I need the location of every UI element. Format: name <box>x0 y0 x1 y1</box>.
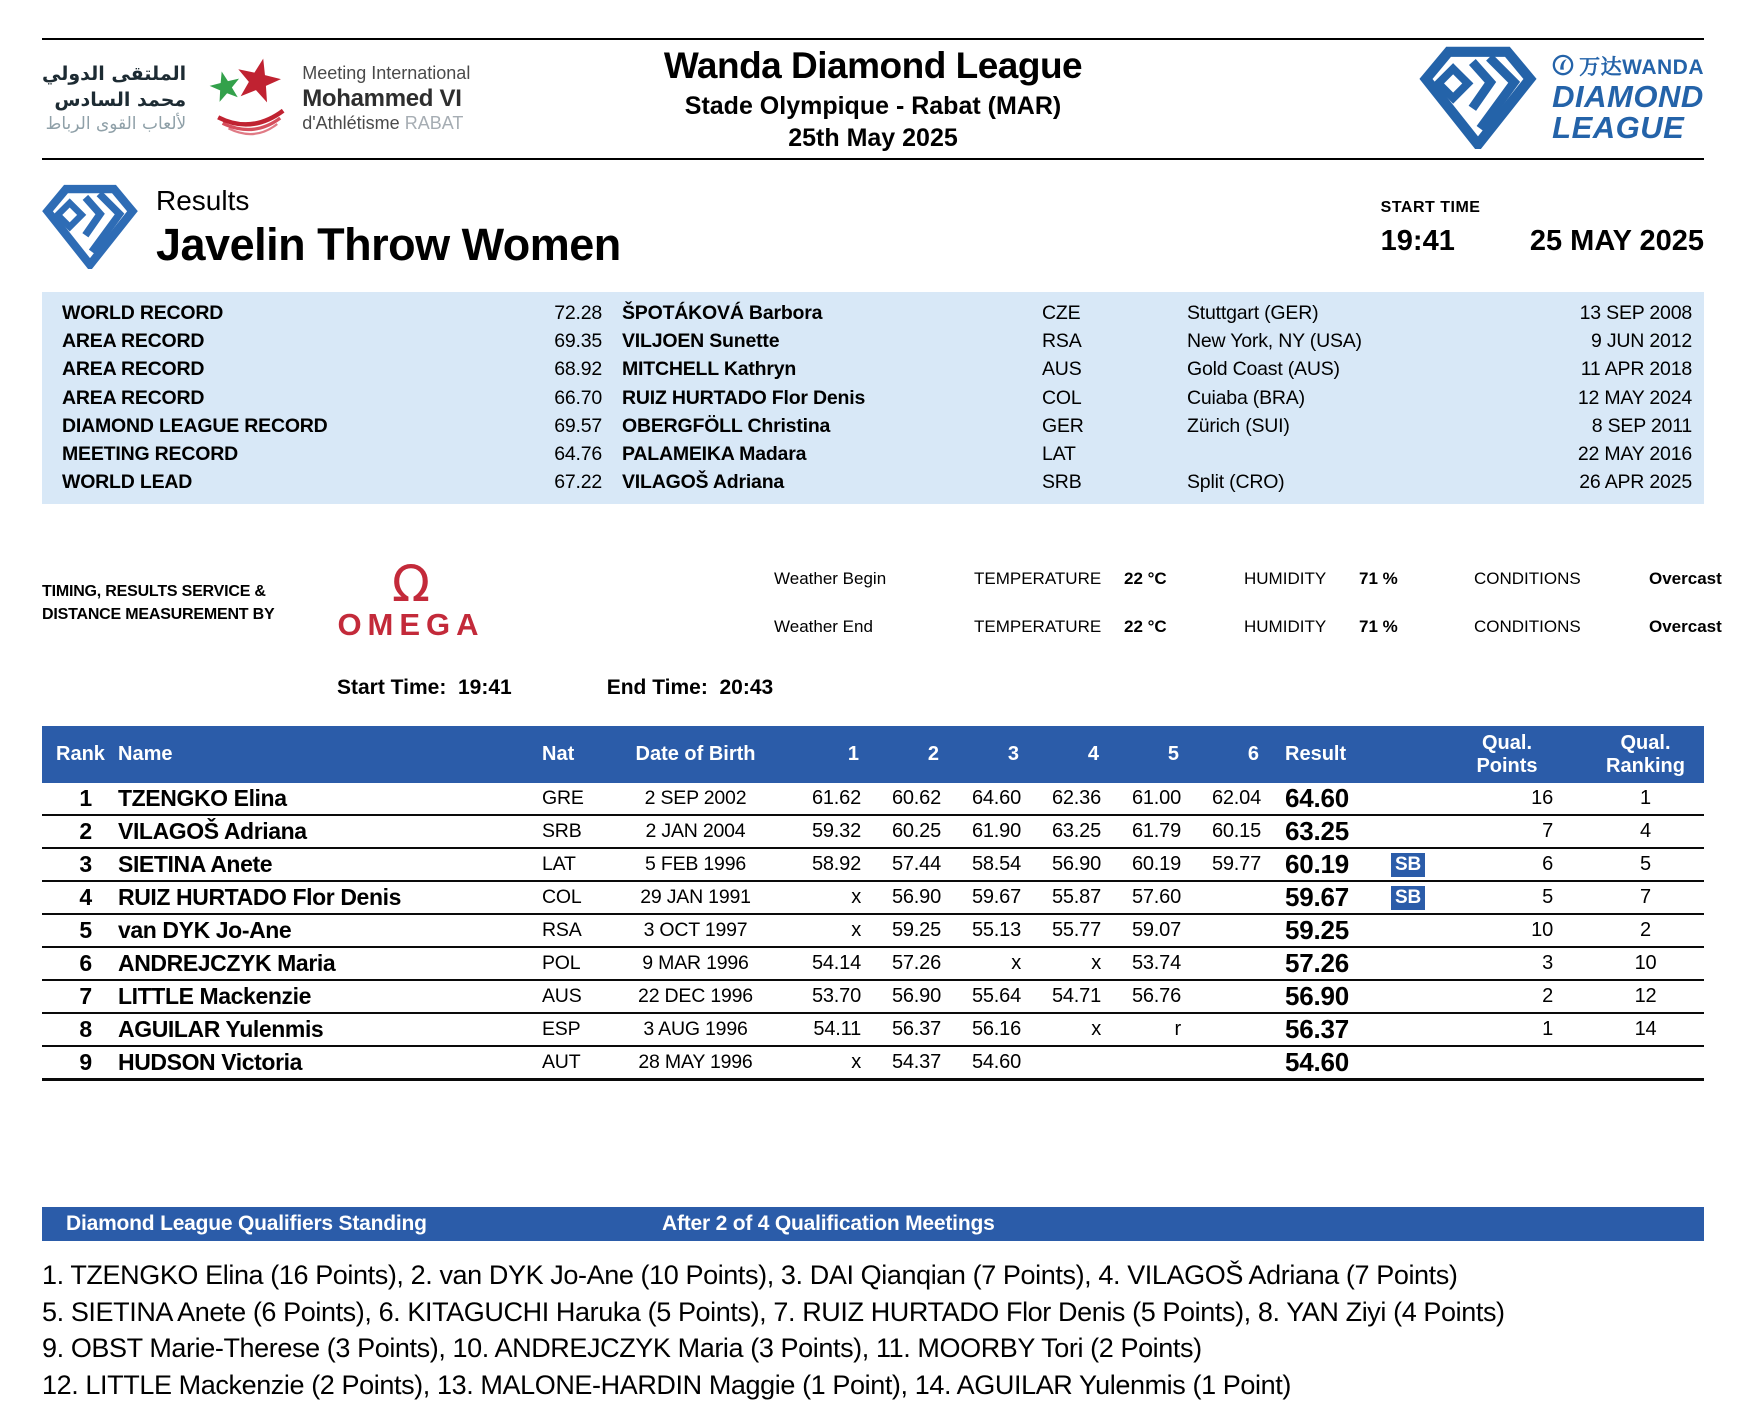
dob-cell: 3 AUG 1996 <box>643 1018 748 1041</box>
attempt-cell: 55.13 <box>971 919 1021 942</box>
rank-cell: 4 <box>79 884 92 911</box>
meeting-logo <box>42 51 512 148</box>
result-row <box>42 816 1704 849</box>
header-nat: Nat <box>542 743 575 766</box>
athlete-name: TZENGKO Elina <box>118 785 287 812</box>
attempt-cell: 59.25 <box>891 919 941 942</box>
temperature-value: 22 °C <box>1124 569 1167 589</box>
result-row <box>42 948 1704 981</box>
omega-wordmark: OMEGA <box>337 607 485 643</box>
record-nation: LAT <box>1042 443 1076 466</box>
record-date: 9 JUN 2012 <box>1591 329 1692 352</box>
record-label: DIAMOND LEAGUE RECORD <box>62 414 328 437</box>
qual-ranking-cell: 12 <box>1634 985 1657 1008</box>
nation-cell: POL <box>542 952 581 975</box>
qual-points-cell: 10 <box>1531 919 1553 942</box>
attempt-cell: 56.76 <box>1131 985 1181 1008</box>
athlete-name: SIETINA Anete <box>118 851 273 878</box>
record-venue: Split (CRO) <box>1187 471 1285 494</box>
attempt-cell: 56.90 <box>891 886 941 909</box>
temperature-label: TEMPERATURE <box>974 569 1102 589</box>
athlete-name: VILAGOŠ Adriana <box>118 818 307 845</box>
conditions-label: CONDITIONS <box>1474 569 1581 589</box>
qual-ranking-cell: 4 <box>1640 820 1651 843</box>
attempt-cell: 58.54 <box>971 853 1021 876</box>
record-athlete: PALAMEIKA Madara <box>622 443 807 466</box>
record-venue: Gold Coast (AUS) <box>1187 358 1340 381</box>
record-mark: 68.92 <box>554 358 602 381</box>
header-name: Name <box>118 743 173 766</box>
record-date: 22 MAY 2016 <box>1577 443 1692 466</box>
header-attempt-5: 5 <box>1167 743 1179 766</box>
rank-cell: 2 <box>79 818 92 845</box>
attempt-cell: 57.26 <box>891 952 941 975</box>
attempt-cell: 59.77 <box>1211 853 1261 876</box>
rank-cell: 8 <box>79 1016 92 1043</box>
record-nation: SRB <box>1042 471 1082 494</box>
event-title-block <box>156 185 621 271</box>
attempt-cell: 56.16 <box>971 1018 1021 1041</box>
result-cell: 64.60 <box>1285 783 1350 814</box>
attempt-cell: 54.71 <box>1051 985 1101 1008</box>
timing-credit <box>42 580 294 626</box>
season-best-badge: SB <box>1391 853 1425 877</box>
nation-cell: AUT <box>542 1051 581 1074</box>
record-nation: RSA <box>1042 329 1082 352</box>
attempt-cell: 62.36 <box>1051 787 1101 810</box>
header-dob: Date of Birth <box>635 743 756 766</box>
attempt-cell: 59.32 <box>811 820 861 843</box>
qual-points-cell: 16 <box>1531 787 1553 810</box>
dl-word-league: LEAGUE <box>1552 110 1685 146</box>
qualifiers-standings <box>42 1257 1704 1403</box>
result-cell: 60.19 <box>1285 849 1350 880</box>
timing-credit-line1: TIMING, RESULTS SERVICE & <box>42 582 266 600</box>
record-date: 26 APR 2025 <box>1579 471 1692 494</box>
attempt-cell: 61.90 <box>971 820 1021 843</box>
nation-cell: GRE <box>542 787 584 810</box>
attempt-cell: 58.92 <box>811 853 861 876</box>
athlete-name: ANDREJCZYK Maria <box>118 950 336 977</box>
arabic-line: الملتقى الدولي <box>42 62 187 85</box>
record-label: WORLD LEAD <box>62 471 193 494</box>
qual-points-cell: 6 <box>1542 853 1553 876</box>
record-venue: Zürich (SUI) <box>1187 414 1290 437</box>
attempt-cell: 55.64 <box>971 985 1021 1008</box>
record-date: 12 MAY 2024 <box>1577 386 1692 409</box>
record-athlete: VILJOEN Sunette <box>622 329 780 352</box>
attempt-cell: 60.62 <box>891 787 941 810</box>
record-label: AREA RECORD <box>62 358 205 381</box>
record-row <box>62 384 1696 412</box>
session-times <box>337 676 1704 700</box>
nation-cell: ESP <box>542 1018 581 1041</box>
athlete-name: RUIZ HURTADO Flor Denis <box>118 884 401 911</box>
record-mark: 69.35 <box>554 329 602 352</box>
qualifiers-section <box>42 1207 1704 1403</box>
timing-credit-line2: DISTANCE MEASUREMENT BY <box>42 606 275 624</box>
attempt-cell: 55.77 <box>1051 919 1101 942</box>
attempt-cell: 60.25 <box>891 820 941 843</box>
attempt-cell: 56.90 <box>891 985 941 1008</box>
record-label: MEETING RECORD <box>62 443 238 466</box>
dl-word-diamond: DIAMOND <box>1552 78 1704 114</box>
qual-points-cell: 3 <box>1542 952 1553 975</box>
attempt-cell: x <box>1091 952 1101 975</box>
record-date: 8 SEP 2011 <box>1591 414 1692 437</box>
result-cell: 56.37 <box>1285 1014 1350 1045</box>
attempt-cell: 64.60 <box>971 787 1021 810</box>
record-date: 13 SEP 2008 <box>1579 301 1692 324</box>
nation-cell: SRB <box>542 820 582 843</box>
qualifiers-title: Diamond League Qualifiers Standing <box>66 1212 427 1236</box>
qual-ranking-cell: 7 <box>1640 886 1651 909</box>
record-label: WORLD RECORD <box>62 301 224 324</box>
qual-points-cell: 2 <box>1542 985 1553 1008</box>
results-table-header <box>42 726 1704 783</box>
qualifiers-header-bar <box>42 1207 1704 1241</box>
weather-panel <box>774 569 1722 637</box>
attempt-cell: 54.60 <box>971 1051 1021 1074</box>
result-cell: 59.67 <box>1285 882 1350 913</box>
record-mark: 64.76 <box>554 443 602 466</box>
result-cell: 54.60 <box>1285 1047 1350 1078</box>
record-athlete: OBERGFÖLL Christina <box>622 414 831 437</box>
meeting-rabat-label: RABAT <box>404 113 464 134</box>
header-result: Result <box>1285 743 1347 766</box>
temperature-value: 22 °C <box>1124 617 1167 637</box>
record-label: AREA RECORD <box>62 386 205 409</box>
qualifiers-line: 9. OBST Marie-Therese (3 Points), 10. ANDREJCZYK Maria (3 Points), 11. MOORBY Tori (2 Points) <box>42 1333 1202 1364</box>
qual-ranking-cell: 2 <box>1640 919 1651 942</box>
event-date: 25 MAY 2025 <box>1529 224 1704 257</box>
diamond-league-gem-icon <box>1418 45 1538 154</box>
rank-cell: 6 <box>79 950 92 977</box>
nation-cell: AUS <box>542 985 582 1008</box>
record-venue: Stuttgart (GER) <box>1187 301 1319 324</box>
qual-ranking-cell: 1 <box>1640 787 1651 810</box>
result-row <box>42 1047 1704 1081</box>
attempt-cell: x <box>1091 1018 1101 1041</box>
header-rank: Rank <box>56 743 105 766</box>
arabic-line: محمد السادس <box>54 88 187 111</box>
weather-row <box>774 617 1722 637</box>
result-row <box>42 981 1704 1014</box>
qualifiers-line: 5. SIETINA Anete (6 Points), 6. KITAGUCHI Haruka (5 Points), 7. RUIZ HURTADO Flor Denis (5 Points), 8. YAN Ziyi (4 Points) <box>42 1296 1505 1327</box>
dob-cell: 2 SEP 2002 <box>644 787 747 810</box>
humidity-label: HUMIDITY <box>1244 617 1327 637</box>
humidity-value: 71 % <box>1359 569 1398 589</box>
result-row <box>42 882 1704 915</box>
meeting-logo-text <box>302 63 470 135</box>
event-title-row <box>42 182 1704 274</box>
record-row <box>62 356 1696 384</box>
qual-points-cell: 5 <box>1542 886 1553 909</box>
header-rule <box>42 158 1704 160</box>
result-row <box>42 1014 1704 1047</box>
result-row <box>42 915 1704 948</box>
dob-cell: 29 JAN 1991 <box>640 886 751 909</box>
result-cell: 56.90 <box>1285 981 1350 1012</box>
weather-phase-label: Weather Begin <box>774 569 887 589</box>
attempt-cell: x <box>851 886 861 909</box>
record-label: AREA RECORD <box>62 329 205 352</box>
start-time-label: START TIME <box>1380 198 1481 216</box>
record-nation: COL <box>1042 386 1082 409</box>
result-cell: 63.25 <box>1285 816 1350 847</box>
meeting-line1: Meeting International <box>302 63 471 83</box>
record-row <box>62 327 1696 355</box>
conditions-label: CONDITIONS <box>1474 617 1581 637</box>
meeting-line3: d'Athlétisme RABAT <box>302 113 464 134</box>
weather-row <box>774 569 1722 589</box>
record-venue: New York, NY (USA) <box>1187 329 1362 352</box>
start-time-block <box>1381 199 1704 258</box>
qualifiers-line: 1. TZENGKO Elina (16 Points), 2. van DYK Jo-Ane (10 Points), 3. DAI Qianqian (7 Points), 4. VILAGOŠ Adriana (7 Points) <box>42 1260 1458 1291</box>
meeting-venue: Stade Olympique - Rabat (MAR) <box>684 92 1062 120</box>
season-best-badge: SB <box>1391 886 1425 910</box>
record-mark: 67.22 <box>554 471 602 494</box>
rank-cell: 5 <box>79 917 92 944</box>
nation-cell: RSA <box>542 919 582 942</box>
omega-logo-icon <box>316 554 506 644</box>
result-row <box>42 783 1704 816</box>
dob-cell: 22 DEC 1996 <box>638 985 753 1008</box>
record-row <box>62 412 1696 440</box>
attempt-cell: 59.07 <box>1131 919 1181 942</box>
result-row <box>42 849 1704 882</box>
athlete-name: HUDSON Victoria <box>118 1049 303 1076</box>
header-qual-points: Qual. Points <box>1476 732 1538 777</box>
humidity-label: HUMIDITY <box>1244 569 1327 589</box>
qual-ranking-cell: 10 <box>1634 952 1657 975</box>
record-mark: 66.70 <box>554 386 602 409</box>
humidity-value: 71 % <box>1359 617 1398 637</box>
attempt-cell: 54.11 <box>813 1018 861 1041</box>
meeting-title: Wanda Diamond League <box>663 45 1083 86</box>
attempt-cell: 57.44 <box>891 853 941 876</box>
wanda-brand-row <box>1552 54 1704 80</box>
dob-cell: 9 MAR 1996 <box>642 952 749 975</box>
record-venue: Cuiaba (BRA) <box>1187 386 1305 409</box>
dob-cell: 28 MAY 1996 <box>638 1051 753 1074</box>
record-mark: 69.57 <box>554 414 602 437</box>
start-time-value: 19:41 <box>1380 224 1455 257</box>
qualifiers-line: 12. LITTLE Mackenzie (2 Points), 13. MALONE-HARDIN Maggie (1 Point), 14. AGUILAR Yulenmis (1 Point) <box>42 1369 1291 1400</box>
record-row <box>62 469 1696 497</box>
masthead <box>42 40 1704 158</box>
header-qual-ranking: Qual. Ranking <box>1606 732 1685 777</box>
attempt-cell: 57.60 <box>1131 886 1181 909</box>
qual-points-cell: 1 <box>1542 1018 1553 1041</box>
sb-cell <box>1387 853 1427 876</box>
record-nation: AUS <box>1042 358 1082 381</box>
attempt-cell: 53.74 <box>1131 952 1181 975</box>
diamond-league-wordmark <box>1552 54 1704 144</box>
header-attempt-1: 1 <box>847 743 859 766</box>
start-time-row <box>1381 225 1704 258</box>
dob-cell: 2 JAN 2004 <box>645 820 746 843</box>
attempt-cell: 60.15 <box>1211 820 1261 843</box>
wanda-emblem-icon <box>1552 54 1574 80</box>
qual-points-cell: 7 <box>1542 820 1553 843</box>
meeting-line2: Mohammed VI <box>302 84 462 112</box>
weather-phase-label: Weather End <box>774 617 873 637</box>
nation-cell: LAT <box>542 853 576 876</box>
dob-cell: 5 FEB 1996 <box>645 853 746 876</box>
attempt-cell: x <box>851 919 861 942</box>
attempt-cell: 54.14 <box>811 952 861 975</box>
record-athlete: ŠPOTÁKOVÁ Barbora <box>622 301 823 324</box>
rank-cell: 3 <box>79 851 92 878</box>
omega-symbol: Ω <box>391 554 431 613</box>
results-table <box>42 726 1704 1081</box>
rank-cell: 1 <box>79 785 92 812</box>
session-end: End Time: 20:43 <box>606 676 774 700</box>
record-row <box>62 299 1696 327</box>
athlete-name: AGUILAR Yulenmis <box>118 1016 324 1043</box>
session-start: Start Time: 19:41 <box>337 676 512 700</box>
attempt-cell: 61.00 <box>1131 787 1181 810</box>
attempt-cell: 62.04 <box>1211 787 1261 810</box>
attempt-cell: x <box>1011 952 1021 975</box>
diamond-league-gem-icon <box>42 183 138 274</box>
meeting-date: 25th May 2025 <box>788 124 958 152</box>
sb-cell <box>1387 886 1427 909</box>
temperature-label: TEMPERATURE <box>974 617 1102 637</box>
meeting-heading <box>512 45 1234 153</box>
attempt-cell: 59.67 <box>971 886 1021 909</box>
attempt-cell: 56.37 <box>891 1018 941 1041</box>
record-nation: CZE <box>1042 301 1081 324</box>
dob-cell: 3 OCT 1997 <box>643 919 748 942</box>
rank-cell: 7 <box>79 983 92 1010</box>
attempt-cell: x <box>851 1051 861 1074</box>
record-date: 11 APR 2018 <box>1580 358 1692 381</box>
record-nation: GER <box>1042 414 1084 437</box>
record-row <box>62 440 1696 468</box>
result-cell: 59.25 <box>1285 915 1350 946</box>
diamond-league-logo <box>1234 45 1704 154</box>
attempt-cell: 54.37 <box>891 1051 941 1074</box>
attempt-cell: 61.79 <box>1131 820 1181 843</box>
athlete-name: van DYK Jo-Ane <box>118 917 292 944</box>
arabic-line: لألعاب القوى الرباط <box>45 114 187 135</box>
attempt-cell: 63.25 <box>1051 820 1101 843</box>
meeting-star-icon <box>196 51 292 148</box>
record-mark: 72.28 <box>554 301 602 324</box>
qualifiers-subtitle: After 2 of 4 Qualification Meetings <box>662 1212 995 1236</box>
results-label: Results <box>156 185 250 216</box>
record-athlete: RUIZ HURTADO Flor Denis <box>622 386 866 409</box>
athlete-name: LITTLE Mackenzie <box>118 983 311 1010</box>
header-attempt-2: 2 <box>927 743 939 766</box>
nation-cell: COL <box>542 886 582 909</box>
conditions-value: Overcast <box>1649 569 1722 589</box>
conditions-value: Overcast <box>1649 617 1722 637</box>
attempt-cell: 56.90 <box>1051 853 1101 876</box>
header-attempt-3: 3 <box>1007 743 1019 766</box>
header-attempt-6: 6 <box>1247 743 1259 766</box>
attempt-cell: 61.62 <box>811 787 861 810</box>
wanda-brand-label: 万达WANDA <box>1579 55 1704 79</box>
result-cell: 57.26 <box>1285 948 1350 979</box>
record-athlete: MITCHELL Kathryn <box>622 358 797 381</box>
attempt-cell: r <box>1174 1018 1181 1041</box>
attempt-cell: 60.19 <box>1131 853 1181 876</box>
rank-cell: 9 <box>79 1049 92 1076</box>
meeting-logo-arabic-text <box>42 62 186 136</box>
qual-ranking-cell: 14 <box>1634 1018 1657 1041</box>
records-panel <box>42 292 1704 504</box>
record-athlete: VILAGOŠ Adriana <box>622 471 785 494</box>
qual-ranking-cell: 5 <box>1640 853 1651 876</box>
attempt-cell: 53.70 <box>811 985 861 1008</box>
header-attempt-4: 4 <box>1087 743 1099 766</box>
event-name: Javelin Throw Women <box>156 219 621 270</box>
attempt-cell: 55.87 <box>1051 886 1101 909</box>
timing-weather-section <box>42 544 1722 662</box>
